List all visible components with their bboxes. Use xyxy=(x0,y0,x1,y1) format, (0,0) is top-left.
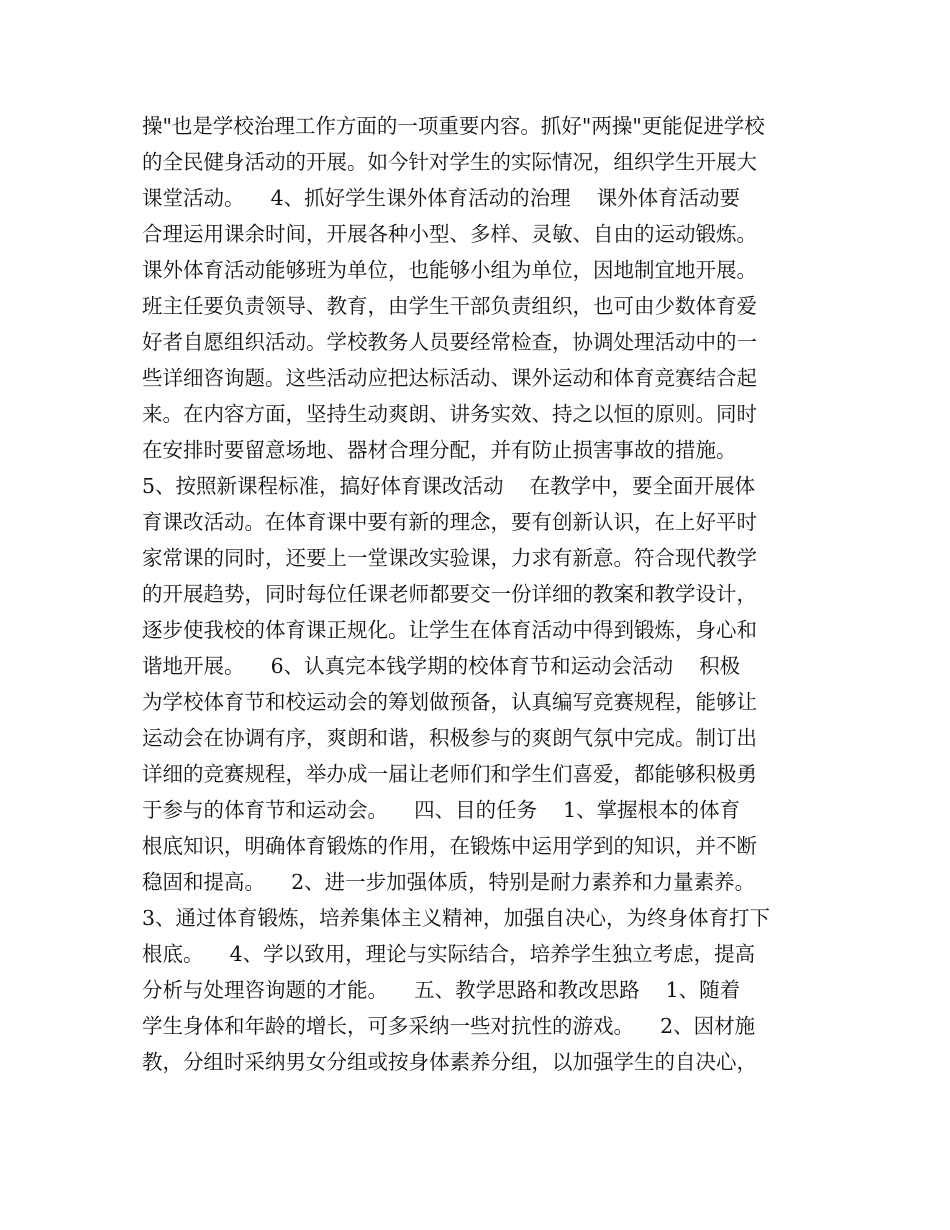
text-line: 课堂活动。 4、抓好学生课外体育活动的治理 课外体育活动要 xyxy=(142,186,741,210)
text-line: 根底知识，明确体育锻炼的作用，在锻炼中运用学到的知识，并不断 xyxy=(142,834,757,858)
text-line: 根底。 4、学以致用，理论与实际结合，培养学生独立考虑，提高 xyxy=(142,942,756,966)
text-line: 于参与的体育节和运动会。 四、目的任务 1、掌握根本的体育 xyxy=(142,798,741,822)
text-line: 的全民健身活动的开展。如今针对学生的实际情况，组织学生开展大 xyxy=(142,150,757,174)
text-line: 些详细咨询题。这些活动应把达标活动、课外运动和体育竞赛结合起 xyxy=(142,366,757,390)
text-line: 操"也是学校治理工作方面的一项重要内容。抓好"两操"更能促进学校 xyxy=(142,114,765,138)
text-line: 运动会在协调有序，爽朗和谐，积极参与的爽朗气氛中完成。制订出 xyxy=(142,726,757,750)
text-line: 班主任要负责领导、教育，由学生干部负责组织，也可由少数体育爱 xyxy=(142,294,757,318)
text-line: 合理运用课余时间，开展各种小型、多样、灵敏、自由的运动锻炼。 xyxy=(142,222,757,246)
text-line: 5、按照新课程标准，搞好体育课改活动 在教学中，要全面开展体 xyxy=(142,474,756,498)
text-line: 为学校体育节和校运动会的筹划做预备，认真编写竞赛规程，能够让 xyxy=(142,690,757,714)
text-line: 详细的竞赛规程，举办成一届让老师们和学生们喜爱，都能够积极勇 xyxy=(142,762,757,786)
text-line: 的开展趋势，同时每位任课老师都要交一份详细的教案和教学设计， xyxy=(142,582,757,606)
text-line: 课外体育活动能够班为单位，也能够小组为单位，因地制宜地开展。 xyxy=(142,258,757,282)
text-line: 逐步使我校的体育课正规化。让学生在体育活动中得到锻炼，身心和 xyxy=(142,618,757,642)
text-line: 育课改活动。在体育课中要有新的理念，要有创新认识，在上好平时 xyxy=(142,510,757,534)
body-text xyxy=(142,108,822,1080)
text-line: 在安排时要留意场地、器材合理分配，并有防止损害事故的措施。 xyxy=(142,438,737,462)
text-line: 3、通过体育锻炼，培养集体主义精神，加强自决心，为终身体育打下 xyxy=(142,906,771,930)
text-line: 稳固和提高。 2、进一步加强体质，特别是耐力素养和力量素养。 xyxy=(142,870,756,894)
text-line: 分析与处理咨询题的才能。 五、教学思路和教改思路 1、随着 xyxy=(142,978,741,1002)
text-line: 好者自愿组织活动。学校教务人员要经常检查，协调处理活动中的一 xyxy=(142,330,757,354)
text-line: 谐地开展。 6、认真完本钱学期的校体育节和运动会活动 积极 xyxy=(142,654,741,678)
text-line: 来。在内容方面，坚持生动爽朗、讲务实效、持之以恒的原则。同时 xyxy=(142,402,757,426)
text-line: 教，分组时采纳男女分组或按身体素养分组，以加强学生的自决心， xyxy=(142,1050,757,1074)
text-line: 家常课的同时，还要上一堂课改实验课，力求有新意。符合现代教学 xyxy=(142,546,757,570)
text-line: 学生身体和年龄的增长，可多采纳一些对抗性的游戏。 2、因材施 xyxy=(142,1014,756,1038)
